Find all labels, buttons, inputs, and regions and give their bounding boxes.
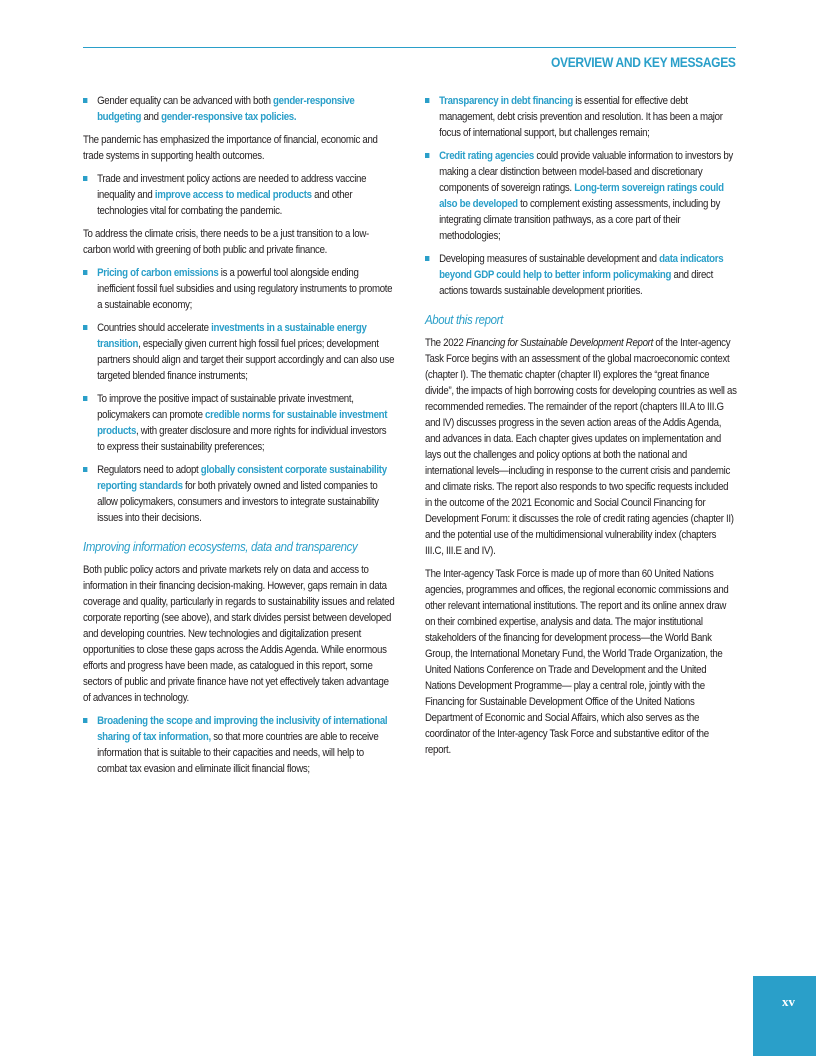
text: for both privately owned and listed companies to allow policymakers, consumers and investors to integrate sustainability issues into their decisions. xyxy=(97,480,379,524)
text: of the Inter-agency Task Force begins with an assessment of the global macroeconomic context (chapter I). The thematic chapter (chapter II) explores the “great finance divide”, the impacts of high borrowing costs for developing countries as well as recommended remedies. The remainder of the report (chapters III.A to III.G and IV) discusses progress in the seven action areas of the Addis Agenda, and advances in data. Each chapter gives updates on implementation and lays out the challenges and policy options at both the national and international levels—including in response to the current crisis and pandemic and climate risks. The report also responds to two specific requests included in the outcome of the 2021 Economic and Social Council Financing for Development Forum: it discusses the role of credit rating agencies (chapter II) and the potential use of the multidimensional vulnerability index (chapters III.C, III.E and IV). xyxy=(425,337,737,557)
report-title: Financing for Sustainable Development Report xyxy=(465,337,653,349)
running-header: OVERVIEW AND KEY MESSAGES xyxy=(551,54,736,70)
paragraph-task-force: The Inter-agency Task Force is made up of more than 60 United Nations agencies, programmes and offices, the regional economic commissions and other relevant international institutions. The report and its online annex draw on their combined expertise, analysis and data. The major institutional stakeholders of the financing for development process—the World Bank Group, the International Monetary Fund, the World Trade Organization, the United Nations Conference on Trade and Development and the United Nations Development Programme— play a central role, jointly with the Financing for Sustainable Development Office of the United Nations Department of Economic and Social Affairs, which also serves as the coordinator of the Inter-agency Task Force and substantive editor of the report. xyxy=(425,568,729,756)
highlight: Pricing of carbon emissions xyxy=(97,267,219,279)
text: is a powerful tool alongside ending inefficient fossil fuel subsidies and using regulatory instruments to promote a sustainable economy; xyxy=(97,267,393,311)
left-column xyxy=(83,93,395,784)
bullet-list xyxy=(83,265,395,526)
text: and direct actions towards sustainable development priorities. xyxy=(439,269,713,297)
bullet-reporting xyxy=(83,462,395,526)
bullet-gender xyxy=(83,93,395,125)
text: and other technologies vital for combating the pandemic. xyxy=(97,189,353,217)
text: , especially given current high fossil fuel prices; development partners should align and target their support accordingly and can also use targeted blended finance instruments; xyxy=(97,338,395,382)
text: could provide valuable information to investors by making a clear distinction between model-based and discretionary components of sovereign ratings. xyxy=(439,150,733,194)
section-heading-about: About this report xyxy=(425,312,503,327)
highlight: investments in a sustainable energy transition xyxy=(97,322,367,350)
text: and xyxy=(141,111,162,123)
text: , with greater disclosure and more rights for individual investors to express their sustainability preferences; xyxy=(97,425,387,453)
highlight: data indicators beyond GDP could help to better inform policymaking xyxy=(439,253,724,281)
header-rule xyxy=(83,47,736,48)
highlight: globally consistent corporate sustainability reporting standards xyxy=(97,464,387,492)
page-number: xv xyxy=(782,994,795,1009)
text: Regulators need to adopt xyxy=(97,464,201,476)
bullet-energy xyxy=(83,320,395,384)
text: Gender equality can be advanced with both xyxy=(97,95,274,107)
bullet-trade xyxy=(83,171,395,219)
bullet-tax-info xyxy=(83,713,395,777)
bullet-investment xyxy=(83,391,395,455)
text: The 2022 xyxy=(425,337,466,349)
highlight: Long-term sovereign ratings could also be developed xyxy=(439,182,724,210)
paragraph-about xyxy=(425,335,737,559)
paragraph-climate: To address the climate crisis, there needs to be a just transition to a low-carbon world with greening of both public and private finance. xyxy=(83,228,369,256)
bullet-debt xyxy=(425,93,737,141)
page-number-tab xyxy=(753,976,816,1056)
highlight: Broadening the scope and improving the inclusivity of international sharing of tax information, xyxy=(97,715,388,743)
bullet-indicators xyxy=(425,251,737,299)
text: to complement existing assessments, including by integrating climate transition pathways, as a core part of their methodologies; xyxy=(439,198,721,242)
section-heading-information: Improving information ecosystems, data and transparency xyxy=(83,539,358,554)
highlight: Credit rating agencies xyxy=(439,150,534,162)
paragraph-pandemic: The pandemic has emphasized the importance of financial, economic and trade systems in supporting health outcomes. xyxy=(83,134,378,162)
text: so that more countries are able to receive information that is suitable to their capacities and needs, will help to combat tax evasion and eliminate illicit financial flows; xyxy=(97,731,379,775)
highlight: gender-responsive tax policies. xyxy=(161,111,297,123)
bullet-credit-rating xyxy=(425,148,737,244)
text: is essential for effective debt management, debt crisis prevention and resolution. It has been a major focus of international support, but challenges remain; xyxy=(439,95,723,139)
bullet-list xyxy=(83,93,395,125)
highlight: improve access to medical products xyxy=(154,189,312,201)
text: To improve the positive impact of sustainable private investment, policymakers can promote xyxy=(97,393,354,421)
text: Trade and investment policy actions are needed to address vaccine inequality and xyxy=(97,173,367,201)
highlight: gender-responsive budgeting xyxy=(97,95,355,123)
highlight: Transparency in debt financing xyxy=(439,95,573,107)
right-column xyxy=(425,93,737,765)
bullet-list xyxy=(83,171,395,219)
text: Developing measures of sustainable development and xyxy=(439,253,660,265)
bullet-carbon xyxy=(83,265,395,313)
bullet-list xyxy=(83,713,395,777)
paragraph-data: Both public policy actors and private markets rely on data and access to information in their financing decision-making. However, gaps remain in data coverage and quality, particularly in regards to sustainability issues and related corporate reporting (see above), and stark divides persist between developed and developing countries. New technologies and digitalization present opportunities to close these gaps across the Addis Agenda. While enormous efforts and progress have been made, as catalogued in this report, some sectors of public and private finance have not yet effectively taken advantage of advances in technology. xyxy=(83,564,395,704)
highlight: credible norms for sustainable investment products xyxy=(97,409,388,437)
bullet-list xyxy=(425,93,737,299)
text: Countries should accelerate xyxy=(97,322,212,334)
